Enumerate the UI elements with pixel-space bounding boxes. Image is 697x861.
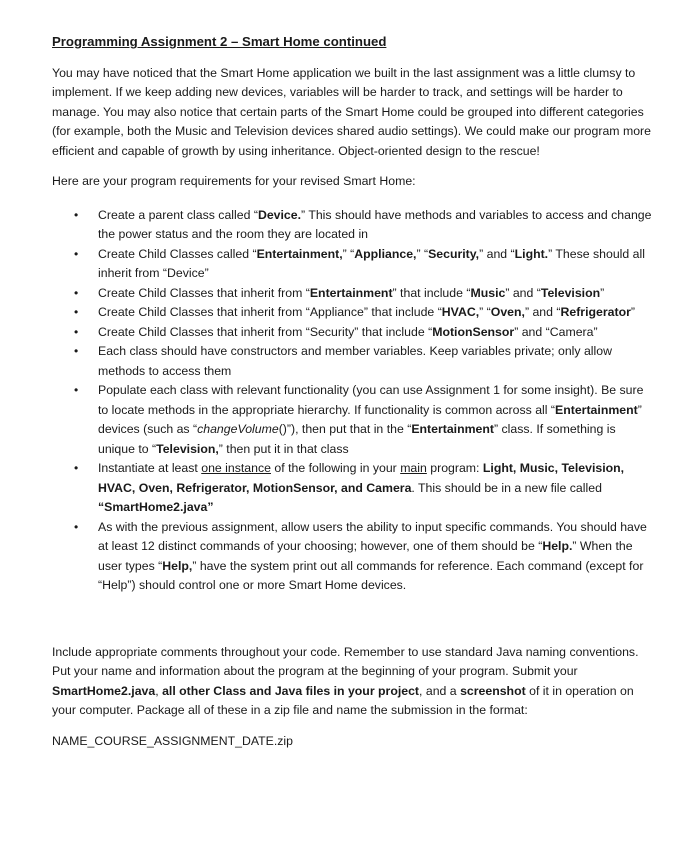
list-item: • Create Child Classes that inherit from “Security” that include “MotionSensor” and “Camera” [52,323,652,343]
list-item: • Populate each class with relevant functionality (you can use Assignment 1 for some insight). Be sure to locate methods in the appropriate hierarchy. If functionality is common across all “Entertainment” devices (such as “changeVolume()”), then put that in the “Entertainment” class. If something is unique to “Television,” then put it in that class [74,383,644,456]
bullet-icon: • [74,246,79,261]
document-page [52,32,652,751]
bullet-icon: • [74,305,79,319]
list-item: • Create Child Classes that inherit from “Entertainment” that include “Music” and “Television” [52,284,652,304]
list-item: • Create a parent class called “Device.” This should have methods and variables to access and change the power status and the room they are located in [74,207,652,241]
bullet-icon: • [74,519,79,534]
intro-paragraph: You may have noticed that the Smart Home application we built in the last assignment was a little clumsy to implement. If we keep adding new devices, variables will be harder to track, and settings will be harder to manage. You may also notice that certain parts of the Smart Home could be grouped into different categories (for example, both the Music and Television devices shared audio settings). We could make our program more efficient and capable of growth by using inheritance. Object-oriented design to the rescue! [52,65,651,158]
list-item: • Each class should have constructors and member variables. Keep variables private; only allow methods to access them [74,344,612,378]
bullet-icon: • [74,207,79,222]
bullet-icon: • [74,461,79,475]
bullet-icon: • [74,285,79,300]
list-item: • Create Child Classes that inherit from “Appliance” that include “HVAC,” “Oven,” and “Refrigerator” [52,303,652,323]
submission-filename: NAME_COURSE_ASSIGNMENT_DATE.zip [52,733,293,748]
page-title: Programming Assignment 2 – Smart Home continued [52,34,387,49]
closing-paragraph: Include appropriate comments throughout your code. Remember to use standard Java naming conventions. Put your name and information about the program at the beginning of your program. Submit your SmartHome2.java, all other Class and Java files in your project, and a screenshot of it in operation on your computer. Package all of these in a zip file and name the submission in the format: [52,644,639,717]
bullet-icon: • [74,383,79,397]
list-item: • Create Child Classes called “Entertainment,” “Appliance,” “Security,” and “Light.” These should all inherit from “Device” [74,246,645,280]
requirements-lead: Here are your program requirements for your revised Smart Home: [52,174,416,188]
list-item: • As with the previous assignment, allow users the ability to input specific commands. You should have at least 12 distinct commands of your choosing; however, one of them should be “Help.” When the user types “Help,” have the system print out all commands for reference. Each command (except for “Help”) should control one or more Smart Home devices. [74,519,647,592]
bullet-icon: • [74,344,79,358]
requirements-list [52,206,652,596]
bullet-icon: • [74,324,79,339]
list-item: • Instantiate at least one instance of the following in your main program: Light, Music, Television, HVAC, Oven, Refrigerator, MotionSensor, and Camera. This should be in a new file called “SmartHome2.java” [74,461,625,514]
